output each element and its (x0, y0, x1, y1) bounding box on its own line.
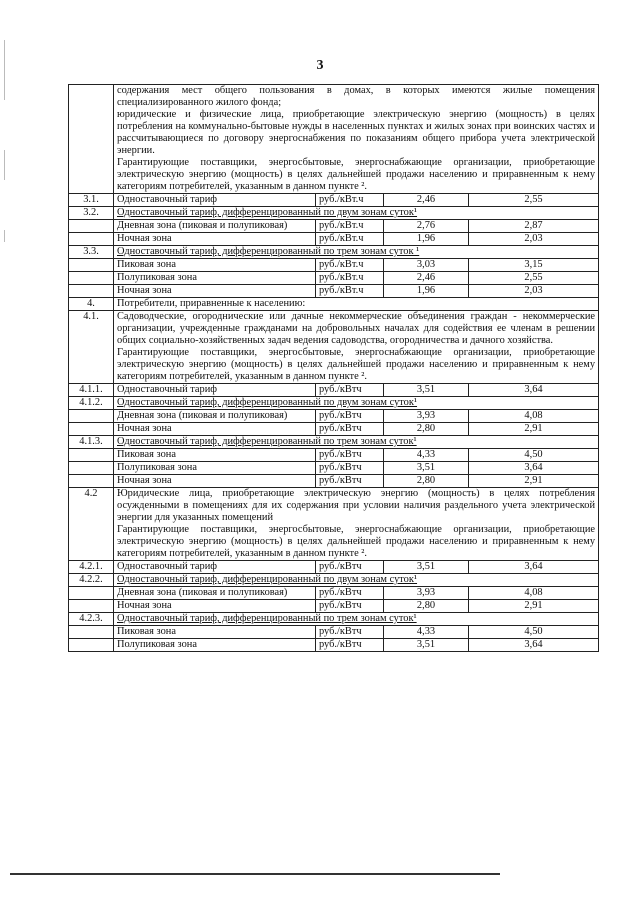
tariff-name: Ночная зона (114, 475, 316, 488)
tariff-value-2: 2,91 (469, 423, 599, 436)
section-text-row (69, 311, 599, 384)
section-header-text: Одноставочный тариф, дифференцированный по двум зонам суток¹ (114, 574, 599, 587)
tariff-name: Дневная зона (пиковая и полупиковая) (114, 220, 316, 233)
section-header-row (69, 246, 599, 259)
tariff-unit: руб./кВтч (316, 475, 384, 488)
tariff-value-2: 2,55 (469, 272, 599, 285)
tariff-row (69, 639, 599, 652)
tariff-row (69, 561, 599, 574)
tariff-unit: руб./кВт.ч (316, 194, 384, 207)
row-number (69, 462, 114, 475)
tariff-unit: руб./кВт.ч (316, 233, 384, 246)
tariff-name: Пиковая зона (114, 259, 316, 272)
row-number: 4.2 (69, 488, 114, 561)
row-number (69, 600, 114, 613)
tariff-unit: руб./кВтч (316, 462, 384, 475)
row-number (69, 423, 114, 436)
tariff-unit: руб./кВт.ч (316, 259, 384, 272)
section-paragraph: Садоводческие, огороднические или дачные некоммерческие объединения граждан - некоммерческие организации, учрежденные гражданами на добровольных началах для содействия ее членам в решении общих социально-хозяйственных задач ведения садоводства, огородничества и дачного хозяйства. (117, 311, 596, 346)
tariff-value-1: 2,46 (384, 272, 469, 285)
tariff-name: Полупиковая зона (114, 462, 316, 475)
tariff-value-1: 4,33 (384, 449, 469, 462)
tariff-value-2: 4,08 (469, 587, 599, 600)
tariff-name: Ночная зона (114, 233, 316, 246)
section-paragraph: Гарантирующие поставщики, энергосбытовые, энергоснабжающие организации, приобретающие электрическую энергию (мощность) в целях дальнейшей продажи населению и приравненным к нему категориям потребителей, указанным в данном пункте ². (117, 524, 596, 559)
tariff-value-1: 3,93 (384, 410, 469, 423)
intro-text (114, 85, 599, 194)
row-number (69, 449, 114, 462)
tariff-value-1: 2,46 (384, 194, 469, 207)
bottom-rule (10, 873, 500, 875)
tariff-row (69, 259, 599, 272)
tariff-name: Дневная зона (пиковая и полупиковая) (114, 410, 316, 423)
tariff-value-2: 2,91 (469, 600, 599, 613)
tariff-value-2: 3,64 (469, 384, 599, 397)
tariff-row (69, 475, 599, 488)
tariff-value-1: 2,80 (384, 600, 469, 613)
row-number (69, 410, 114, 423)
row-number: 4.1.1. (69, 384, 114, 397)
tariff-row (69, 449, 599, 462)
section-header-text: Одноставочный тариф, дифференцированный по двум зонам суток¹ (114, 397, 599, 410)
tariff-unit: руб./кВтч (316, 561, 384, 574)
section-text (114, 488, 599, 561)
tariff-row (69, 587, 599, 600)
section-header-text: Одноставочный тариф, дифференцированный по двум зонам суток¹ (114, 207, 599, 220)
row-number (69, 220, 114, 233)
tariff-value-1: 3,51 (384, 384, 469, 397)
tariff-value-1: 4,33 (384, 626, 469, 639)
tariff-value-1: 1,96 (384, 233, 469, 246)
tariff-name: Полупиковая зона (114, 272, 316, 285)
tariff-value-2: 2,03 (469, 285, 599, 298)
tariff-name: Одноставочный тариф (114, 384, 316, 397)
tariff-row (69, 423, 599, 436)
section-header-row (69, 207, 599, 220)
row-number: 3.3. (69, 246, 114, 259)
tariff-value-2: 3,64 (469, 462, 599, 475)
tariff-unit: руб./кВтч (316, 449, 384, 462)
tariff-value-1: 3,51 (384, 561, 469, 574)
intro-row (69, 85, 599, 194)
intro-paragraph: содержания мест общего пользования в домах, в которых имеются жилые помещения специализированного жилого фонда; (117, 85, 596, 108)
tariff-name: Пиковая зона (114, 449, 316, 462)
tariff-table (68, 84, 599, 652)
row-number (69, 639, 114, 652)
page-number: 3 (316, 58, 324, 73)
tariff-value-2: 2,87 (469, 220, 599, 233)
tariff-row (69, 600, 599, 613)
tariff-value-2: 2,03 (469, 233, 599, 246)
tariff-row (69, 194, 599, 207)
tariff-value-2: 4,08 (469, 410, 599, 423)
section-paragraph: Юридические лица, приобретающие электрическую энергию (мощность) в целях потребления осужденными в помещениях для их содержания при условии наличия раздельного учета электрической энергии для указанных помещений (117, 488, 596, 523)
tariff-name: Полупиковая зона (114, 639, 316, 652)
tariff-name: Дневная зона (пиковая и полупиковая) (114, 587, 316, 600)
row-number (69, 587, 114, 600)
row-number: 3.1. (69, 194, 114, 207)
section-text-row (69, 488, 599, 561)
row-number: 4.1.2. (69, 397, 114, 410)
section-header-text: Одноставочный тариф, дифференцированный по трем зонам суток¹ (114, 436, 599, 449)
tariff-unit: руб./кВтч (316, 639, 384, 652)
section-header-text: Одноставочный тариф, дифференцированный по трем зонам суток ¹ (114, 246, 599, 259)
tariff-row (69, 626, 599, 639)
intro-paragraph: юридические и физические лица, приобретающие электрическую энергию (мощность) в целях потребления на коммунально-бытовые нужды в населенных пунктах и жилых зонах при воинских частях и рассчитывающиеся по договору энергоснабжения по показаниям общего прибора учета электрической энергии. (117, 109, 596, 156)
row-number (69, 85, 114, 194)
tariff-value-1: 3,51 (384, 639, 469, 652)
row-number (69, 272, 114, 285)
intro-paragraph: Гарантирующие поставщики, энергосбытовые, энергоснабжающие организации, приобретающие электрическую энергию (мощность) в целях дальнейшей продажи населению и приравненным к нему категориям потребителей, указанным в данном пункте ². (117, 157, 596, 192)
tariff-value-2: 4,50 (469, 626, 599, 639)
tariff-row (69, 384, 599, 397)
tariff-unit: руб./кВтч (316, 626, 384, 639)
scan-edge-marks (0, 0, 14, 905)
row-number: 4.1. (69, 311, 114, 384)
tariff-unit: руб./кВтч (316, 423, 384, 436)
tariff-value-1: 2,76 (384, 220, 469, 233)
section-header-text: Потребители, приравненные к населению: (114, 298, 599, 311)
section-header-row (69, 613, 599, 626)
section-header-row (69, 397, 599, 410)
row-number: 4.2.2. (69, 574, 114, 587)
tariff-value-2: 2,91 (469, 475, 599, 488)
tariff-value-2: 3,64 (469, 561, 599, 574)
tariff-value-2: 2,55 (469, 194, 599, 207)
row-number (69, 285, 114, 298)
tariff-unit: руб./кВтч (316, 410, 384, 423)
tariff-value-1: 3,51 (384, 462, 469, 475)
section-header-row (69, 298, 599, 311)
section-text (114, 311, 599, 384)
tariff-name: Одноставочный тариф (114, 194, 316, 207)
row-number (69, 259, 114, 272)
section-header-text: Одноставочный тариф, дифференцированный по трем зонам суток¹ (114, 613, 599, 626)
section-paragraph: Гарантирующие поставщики, энергосбытовые, энергоснабжающие организации, приобретающие электрическую энергию (мощность) в целях дальнейшей продажи населению и приравненным к нему категориям потребителей, указанным в данном пункте ². (117, 347, 596, 382)
section-header-row (69, 574, 599, 587)
tariff-row (69, 285, 599, 298)
section-header-row (69, 436, 599, 449)
row-number: 4.2.1. (69, 561, 114, 574)
row-number (69, 626, 114, 639)
tariff-name: Ночная зона (114, 285, 316, 298)
tariff-value-1: 1,96 (384, 285, 469, 298)
tariff-row (69, 410, 599, 423)
tariff-unit: руб./кВт.ч (316, 285, 384, 298)
tariff-row (69, 220, 599, 233)
tariff-unit: руб./кВтч (316, 587, 384, 600)
tariff-value-1: 2,80 (384, 475, 469, 488)
tariff-name: Пиковая зона (114, 626, 316, 639)
row-number: 4.2.3. (69, 613, 114, 626)
tariff-value-2: 4,50 (469, 449, 599, 462)
tariff-value-2: 3,15 (469, 259, 599, 272)
tariff-value-2: 3,64 (469, 639, 599, 652)
tariff-value-1: 3,93 (384, 587, 469, 600)
tariff-row (69, 272, 599, 285)
row-number (69, 475, 114, 488)
row-number: 4.1.3. (69, 436, 114, 449)
row-number: 3.2. (69, 207, 114, 220)
tariff-value-1: 2,80 (384, 423, 469, 436)
tariff-unit: руб./кВтч (316, 384, 384, 397)
row-number: 4. (69, 298, 114, 311)
tariff-name: Ночная зона (114, 423, 316, 436)
row-number (69, 233, 114, 246)
tariff-name: Одноставочный тариф (114, 561, 316, 574)
tariff-unit: руб./кВт.ч (316, 220, 384, 233)
tariff-row (69, 462, 599, 475)
tariff-unit: руб./кВтч (316, 600, 384, 613)
tariff-row (69, 233, 599, 246)
tariff-name: Ночная зона (114, 600, 316, 613)
tariff-value-1: 3,03 (384, 259, 469, 272)
tariff-unit: руб./кВт.ч (316, 272, 384, 285)
